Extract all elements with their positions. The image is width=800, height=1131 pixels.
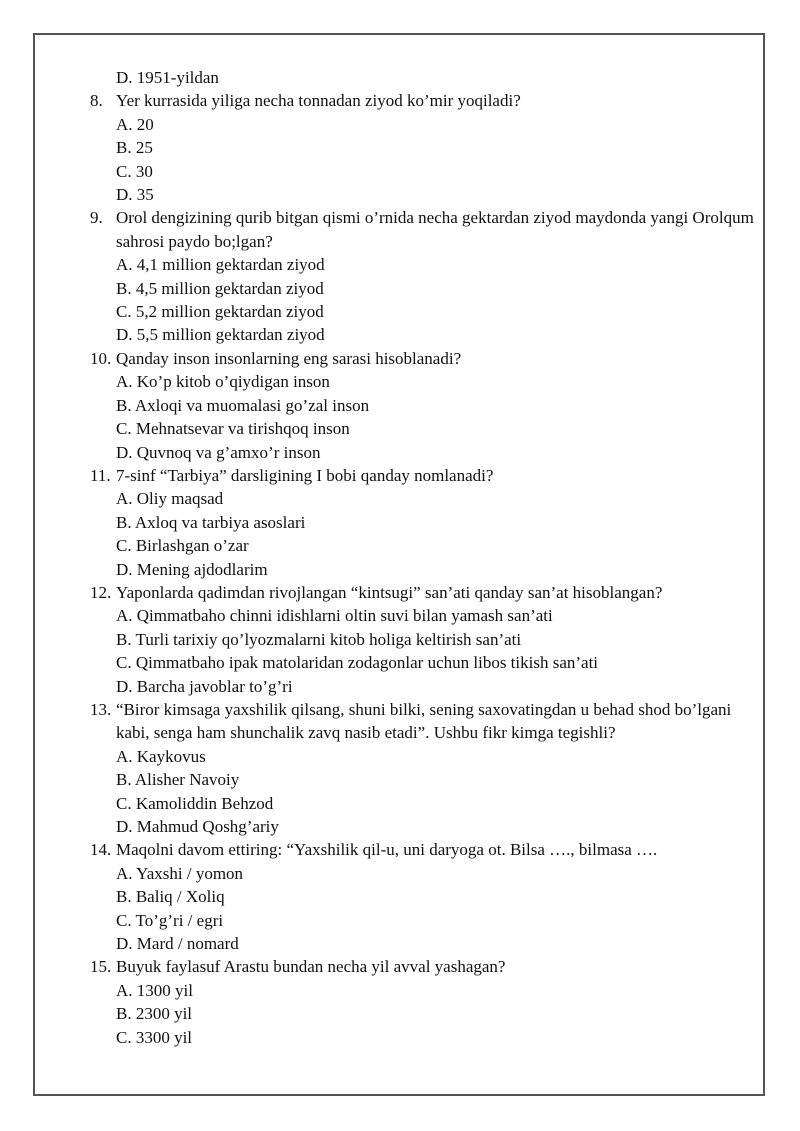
question-number: 12. <box>90 582 112 602</box>
answer-option: A. 1300 yil <box>116 980 193 1000</box>
answer-option: B. 4,5 million gektardan ziyod <box>116 278 324 298</box>
question-block <box>90 955 760 1049</box>
question-text: Maqolni davom ettiring: “Yaxshilik qil-u, uni daryoga ot. Bilsa …., bilmasa …. <box>116 840 658 860</box>
answer-option: D. 35 <box>116 185 154 205</box>
question-number: 14. <box>90 840 112 860</box>
question <box>90 581 760 604</box>
question <box>90 955 760 978</box>
answer-option: C. 30 <box>116 161 153 181</box>
answer-option: C. To’g’ri / egri <box>116 910 224 930</box>
answer-option: D. 5,5 million gektardan ziyod <box>116 325 325 345</box>
answer-option: B. Alisher Navoiy <box>116 770 240 790</box>
question-text: Orol dengizining qurib bitgan qismi o’rnida necha gektardan ziyod maydonda yangi Orolqum sahrosi paydo bo;lgan? <box>116 208 754 251</box>
question-list <box>90 66 760 1049</box>
answer-option: C. Birlashgan o’zar <box>116 536 249 556</box>
answer-option: D. Barcha javoblar to’g’ri <box>116 676 293 696</box>
question-text: Qanday inson insonlarning eng sarasi hisoblanadi? <box>116 348 462 368</box>
answer-option: B. Axloqi va muomalasi go’zal inson <box>116 395 370 415</box>
question <box>90 464 760 487</box>
question-text: Yaponlarda qadimdan rivojlangan “kintsugi” san’ati qanday san’at hisoblangan? <box>116 582 663 602</box>
answer-option: A. Yaxshi / yomon <box>116 863 244 883</box>
answer-option: D. Quvnoq va g’amxo’r inson <box>116 442 321 462</box>
answer-option: C. Mehnatsevar va tirishqoq inson <box>116 419 350 439</box>
answer-option: B. Axloq va tarbiya asoslari <box>116 512 306 532</box>
question-block <box>90 581 760 698</box>
question-text: 7-sinf “Tarbiya” darsligining I bobi qanday nomlanadi? <box>116 465 494 485</box>
question-number: 15. <box>90 957 112 977</box>
answer-option: C. Qimmatbaho ipak matolaridan zodagonlar uchun libos tikish san’ati <box>116 653 599 673</box>
answer-option: A. Qimmatbaho chinni idishlarni oltin suvi bilan yamash san’ati <box>116 606 553 626</box>
answer-option: C. 3300 yil <box>116 1027 193 1047</box>
answer-option: B. 2300 yil <box>116 1004 193 1024</box>
question-text: “Biror kimsaga yaxshilik qilsang, shuni bilki, sening saxovatingdan u behad shod bo’lgani kabi, senga ham shunchalik zavq nasib etadi”. Ushbu fikr kimga tegishli? <box>116 699 732 743</box>
question-number: 13. <box>90 699 112 719</box>
answer-option: B. Turli tarixiy qo’lyozmalarni kitob holiga keltirish san’ati <box>116 629 522 649</box>
answer-option: A. Kaykovus <box>116 746 206 766</box>
question-number: 9. <box>90 208 103 228</box>
answer-option: D. Mening ajdodlarim <box>116 559 268 579</box>
question-block <box>90 89 760 206</box>
answer-option: A. 20 <box>116 114 154 134</box>
answer-option: A. Oliy maqsad <box>116 489 224 509</box>
answer-option: D. Mahmud Qoshg’ariy <box>116 817 279 836</box>
answer-option: A. 4,1 million gektardan ziyod <box>116 255 325 275</box>
question-block <box>90 206 760 346</box>
question-text: Buyuk faylasuf Arastu bundan necha yil avval yashagan? <box>116 957 506 977</box>
question-block <box>90 464 760 581</box>
question <box>90 698 760 745</box>
question <box>90 838 760 861</box>
question-block <box>90 347 760 464</box>
answer-option: C. Kamoliddin Behzod <box>116 793 274 813</box>
question-number: 11. <box>90 465 111 485</box>
question <box>90 206 760 253</box>
question-block <box>90 698 760 838</box>
answer-option: D. 1951-yildan <box>116 68 219 87</box>
answer-option: C. 5,2 million gektardan ziyod <box>116 302 324 322</box>
question <box>90 347 760 370</box>
question-number: 10. <box>90 348 112 368</box>
answer-option: B. 25 <box>116 138 153 158</box>
question-number: 8. <box>90 91 103 111</box>
question-text: Yer kurrasida yiliga necha tonnadan ziyod ko’mir yoqiladi? <box>116 91 521 111</box>
question <box>90 89 760 112</box>
answer-option: A. Ko’p kitob o’qiydigan inson <box>116 372 330 392</box>
answer-option: B. Baliq / Xoliq <box>116 887 225 907</box>
answer-option: D. Mard / nomard <box>116 934 239 954</box>
question-block <box>90 838 760 955</box>
